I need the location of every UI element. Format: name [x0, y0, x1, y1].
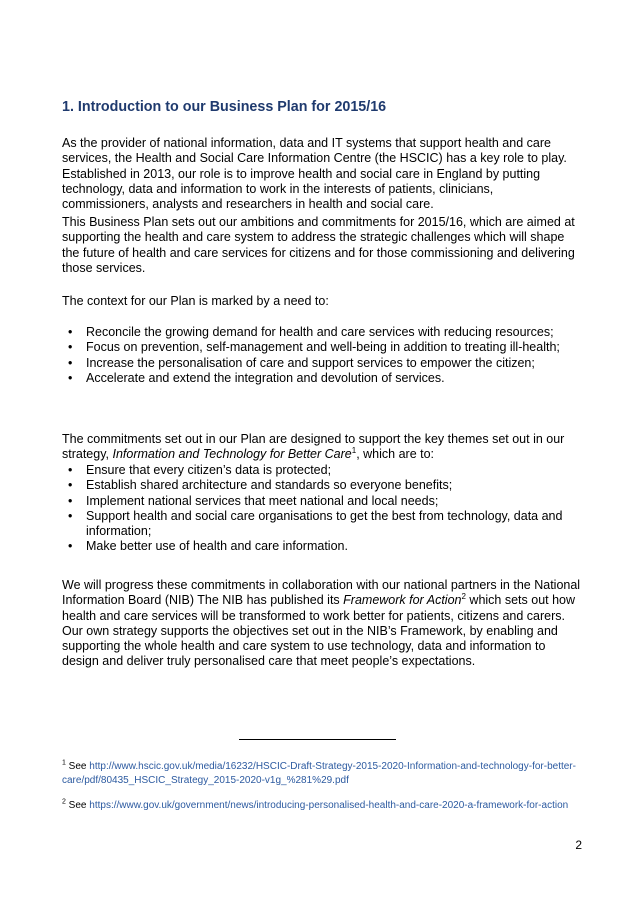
framework-title: Framework for Action — [343, 593, 462, 608]
list-item: • Establish shared architecture and standards so everyone benefits; — [68, 478, 453, 493]
footnote-2-link[interactable]: https://www.gov.uk/government/news/introducing-personalised-health-and-care-2020-a-framework-for-action — [89, 800, 569, 811]
list-item: • Focus on prevention, self-management and well-being in addition to treating ill-health; — [68, 340, 560, 355]
footnote-1: $^1$ See http://www.hscic.gov.uk/media/16232/HSCIC-Draft-Strategy-2015-2020-Information-and-technology-for-better-care/pdf/80435_HSCIC_Strategy_2015-2020-v1g_%281%29.pdf — [62, 759, 576, 786]
footnote-ref-1[interactable]: 1 — [351, 446, 357, 456]
themes-list — [62, 463, 583, 555]
strategy-title: Information and Technology for Better Care — [112, 447, 352, 462]
list-item: • Accelerate and extend the integration and devolution of services. — [68, 370, 445, 385]
bullet-icon: • — [68, 508, 73, 523]
bullet-icon: • — [68, 463, 73, 477]
collaboration-paragraph: We will progress these commitments in collaboration with our national partners in the National Information Board (NIB) The NIB has published its Framework for Action$^2$ which sets out how health and care services will be transformed to work better for patients, citizens and carers. Our own strategy supports the objectives set out in the NIB’s Framework, by enabling and supporting the whole health and care system to use technology, data and information to design and deliver truly personalised care that meet people’s expectations. — [62, 578, 581, 669]
section-heading: 1. Introduction to our Business Plan for 2015/16 — [62, 99, 387, 115]
bullet-icon: • — [68, 355, 73, 370]
bullet-icon: • — [68, 340, 73, 355]
footnote-2: $^2$ See https://www.gov.uk/government/news/introducing-personalised-health-and-care-2020-a-framework-for-action — [62, 798, 569, 811]
context-paragraph: The context for our Plan is marked by a need to: — [62, 294, 329, 308]
page-number: 2 — [575, 838, 582, 852]
list-item: • Reconcile the growing demand for health and care services with reducing resources; — [68, 325, 554, 339]
context-list — [62, 325, 583, 386]
list-item: • Support health and social care organisations to get the best from technology, data and information; — [68, 508, 563, 539]
list-item: • Make better use of health and care information. — [68, 539, 348, 554]
footnote-1-link[interactable]: http://www.hscic.gov.uk/media/16232/HSCIC-Draft-Strategy-2015-2020-Information-and-technology-for-better-care/pdf/80435_HSCIC_Strategy_2015-2020-v1g_%281%29.pdf — [62, 761, 576, 786]
bullet-icon: • — [68, 325, 73, 339]
bullet-icon: • — [68, 478, 73, 493]
bullet-icon: • — [68, 370, 73, 385]
intro-paragraph: As the provider of national information, data and IT systems that support health and care services, the Health and Social Care Information Centre (the HSCIC) has a key role to play. Established in 2013, our role is to improve health and social care in England by putting technology, data and information to work in the interests of patients, clinicians, commissioners, analysts and researchers in health and social care. — [62, 136, 567, 212]
list-item: • Implement national services that meet national and local needs; — [68, 493, 439, 508]
list-item: • Increase the personalisation of care and support services to empower the citizen; — [68, 355, 535, 370]
bullet-icon: • — [68, 493, 73, 508]
bullet-icon: • — [68, 539, 73, 554]
footnote-ref-2[interactable]: 2 — [461, 592, 466, 602]
business-plan-paragraph: This Business Plan sets out our ambitions and commitments for 2015/16, which are aimed at supporting the health and care system to address the strategic challenges which will shape the future of health and care services for citizens and for those commissioning and delivering those services. — [62, 215, 575, 275]
commitments-paragraph: The commitments set out in our Plan are designed to support the key themes set out in our strategy, Information and Technology for Better Care$^1$, which are to: — [62, 432, 565, 462]
list-item: • Ensure that every citizen’s data is protected; — [68, 463, 332, 477]
footnote-divider — [239, 739, 396, 740]
